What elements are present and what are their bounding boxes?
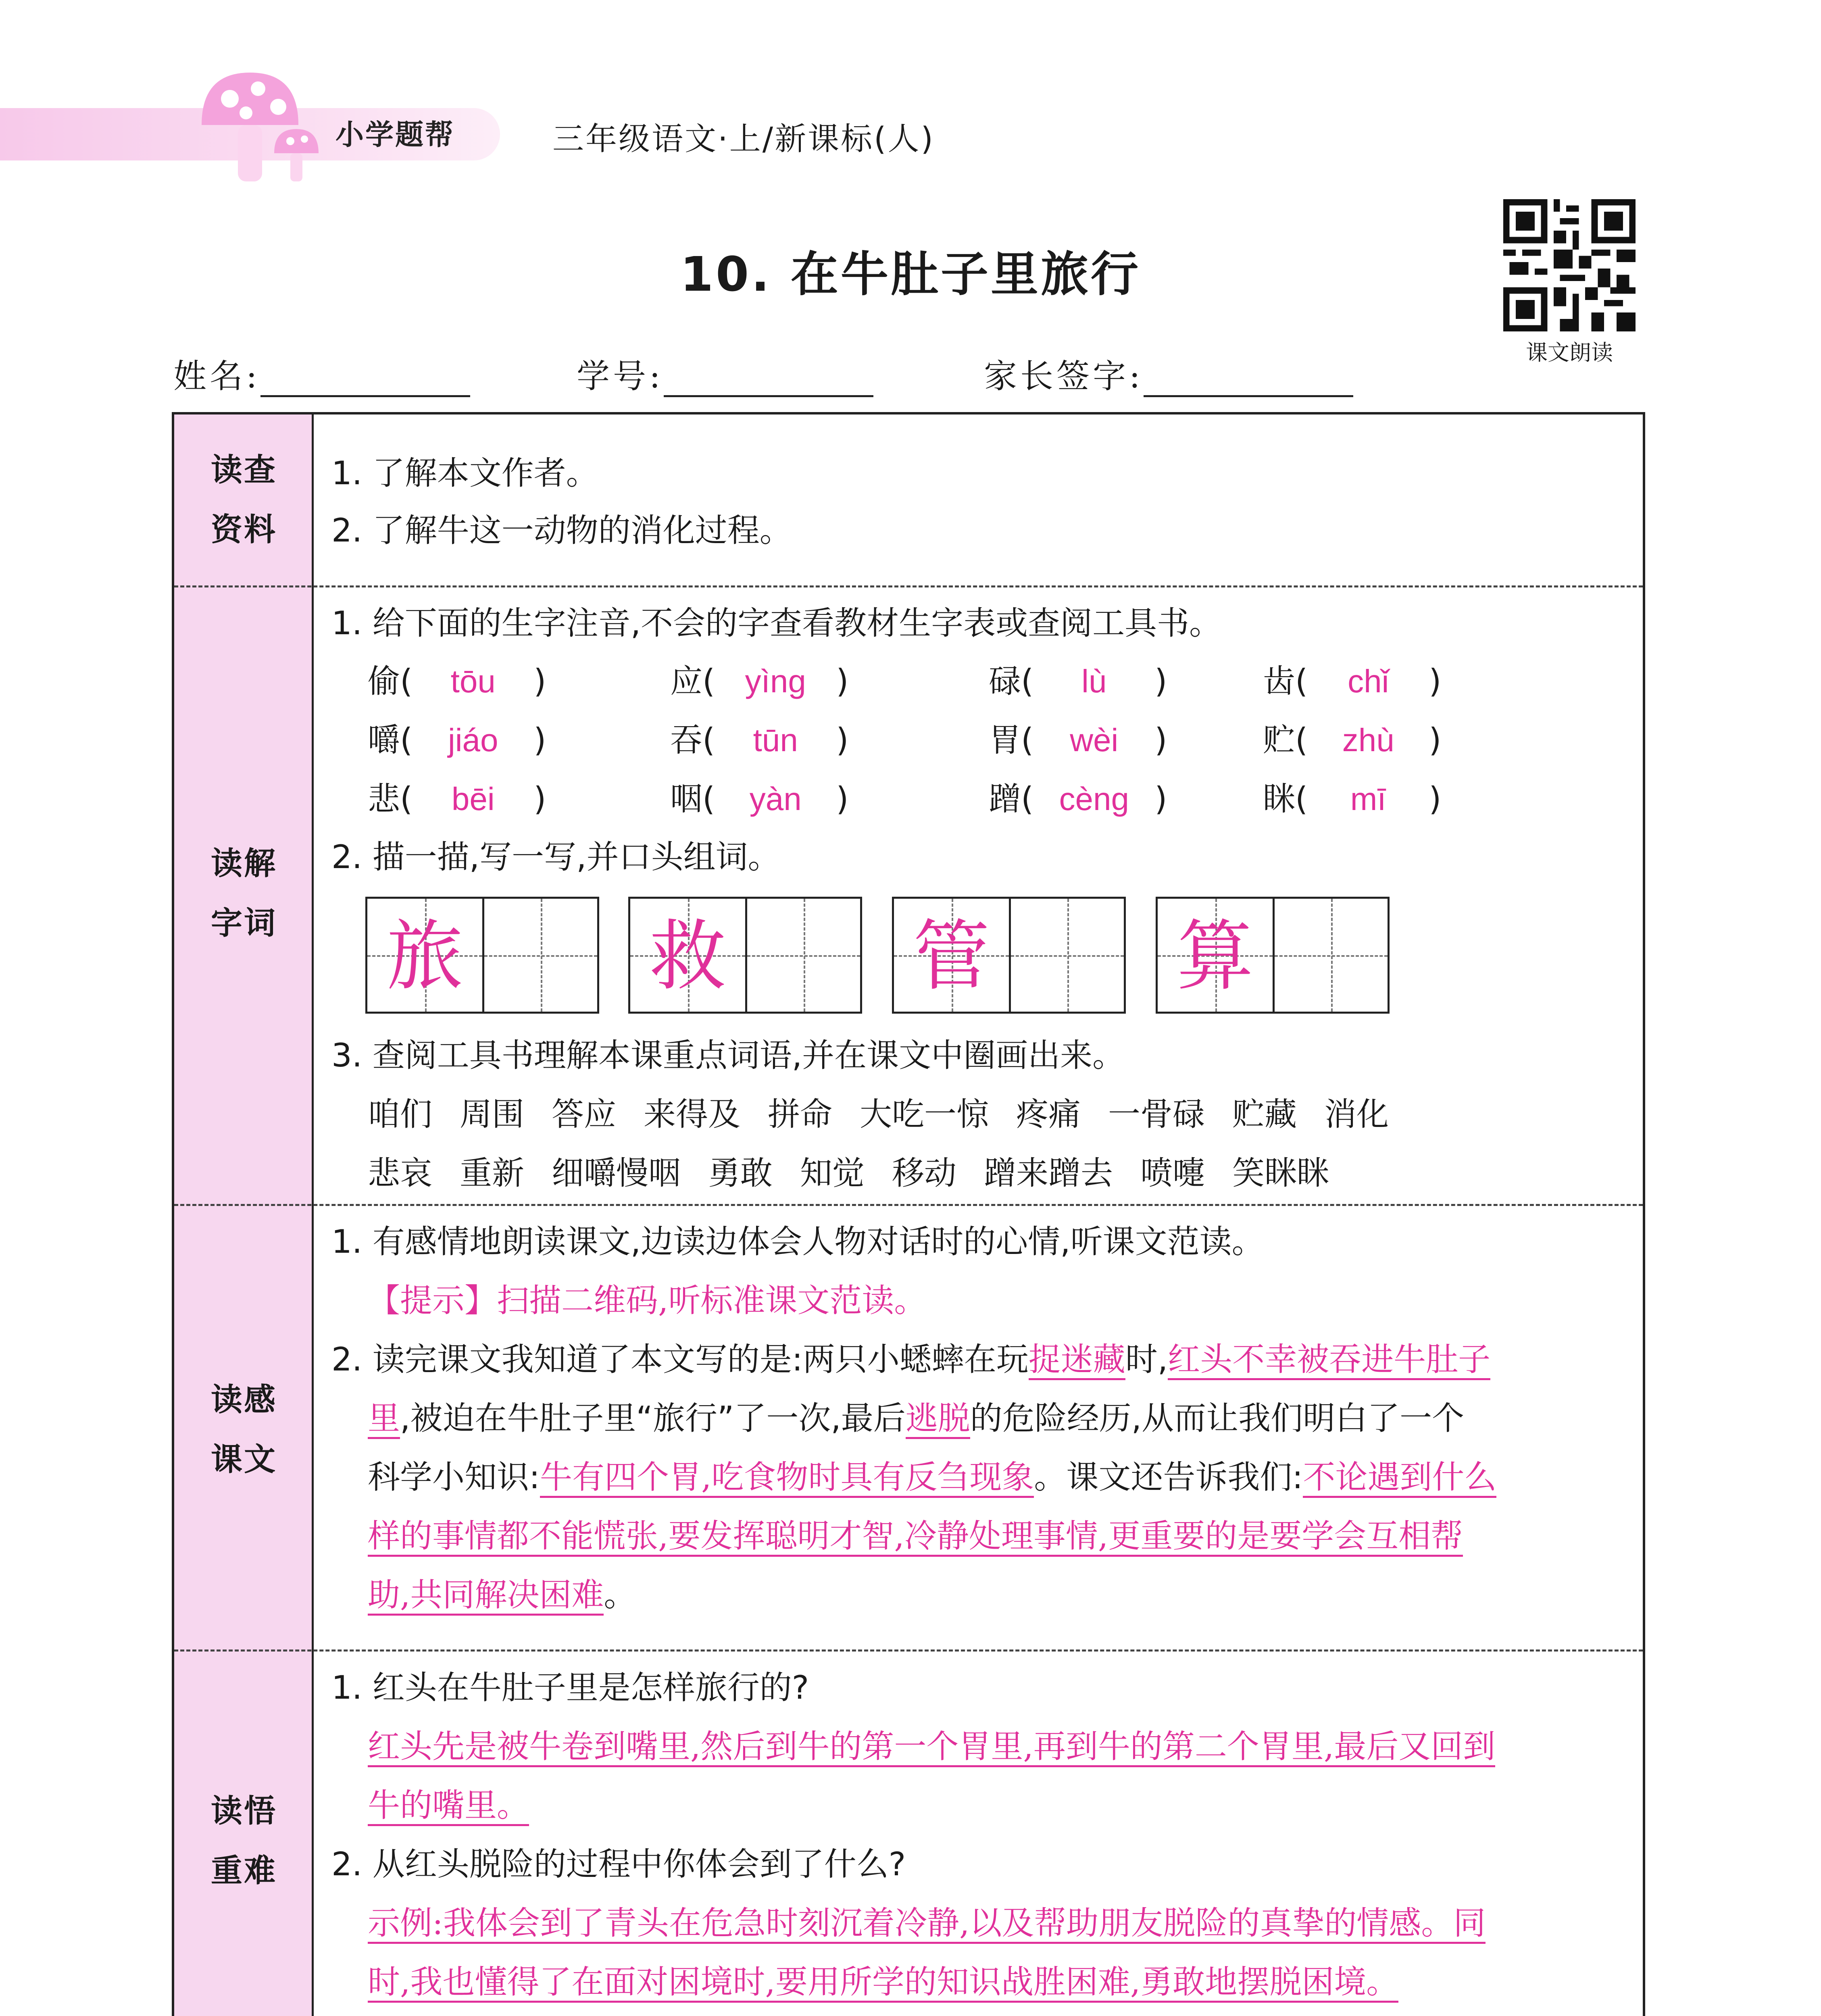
trace-character: 旅 [386, 912, 463, 1001]
pinyin-row: 应( yìng ) [670, 661, 848, 702]
section-label-reading-feel: 读感 课文 [210, 1382, 277, 1478]
page-title: 10. 在牛肚子里旅行 [680, 246, 1141, 302]
s2-question-3: 3. 查阅工具书理解本课重点词语,并在课文中圈画出来。 [331, 1037, 1125, 1074]
s3-question-2-line-3: 科学小知识:牛有四个胃,吃食物时具有反刍现象。课文还告诉我们:不论遇到什么 [368, 1457, 1496, 1497]
s4-question-2: 2. 从红头脱险的过程中你体会到了什么? [331, 1845, 906, 1883]
s4-answer-2-line-2: 时,我也懂得了在面对困境时,要用所学的知识战胜困难,勇敢地摆脱困境。 [368, 1962, 1398, 2002]
pinyin-row: 咽( yàn ) [670, 779, 848, 819]
pinyin-row: 嚼( jiáo ) [368, 720, 546, 760]
section-label-vocabulary: 读解 字词 [210, 846, 277, 941]
s3-question-1: 1. 有感情地朗读课文,边读边体会人物对话时的心情,听课文范读。 [331, 1223, 1264, 1260]
pinyin-row: 眯( mī ) [1263, 779, 1441, 819]
s4-answer-1-line-1: 红头先是被牛卷到嘴里,然后到牛的第一个胃里,再到牛的第二个胃里,最后又回到 [368, 1727, 1495, 1767]
s2-question-2: 2. 描一描,写一写,并口头组词。 [331, 838, 780, 876]
s4-answer-2-line-1: 示例:我体会到了青头在危急时刻沉着冷静,以及帮助朋友脱险的真挚的情感。同 [368, 1903, 1486, 1943]
section-label-key-difficulties: 读悟 重难 [210, 1793, 277, 1889]
student-id-field[interactable]: 学号: [577, 350, 873, 397]
pinyin-row: 胃( wèi ) [989, 720, 1167, 760]
qr-code-icon[interactable] [1503, 199, 1636, 331]
pinyin-row: 悲( bēi ) [368, 779, 546, 819]
section-label-reading-materials: 读查 资料 [210, 452, 277, 548]
pinyin-answer[interactable]: tōu [450, 663, 496, 699]
s3-tip: 【提示】扫描二维码,听标准课文范读。 [368, 1282, 927, 1319]
pinyin-answer[interactable]: tūn [753, 722, 798, 758]
tracing-grid[interactable] [1156, 897, 1390, 1014]
pinyin-answer[interactable]: yìng [745, 663, 806, 699]
s1-item-2: 2. 了解牛这一动物的消化过程。 [331, 512, 792, 549]
section-label-column [174, 414, 314, 2016]
tracing-grid[interactable] [892, 897, 1126, 1014]
trace-character: 管 [913, 912, 990, 1001]
s3-question-2-line-5: 助,共同解决困难。 [368, 1575, 636, 1615]
brand-name: 小学题帮 [335, 118, 455, 151]
key-words-row-2: 悲哀 重新 细嚼慢咽 勇敢 知觉 移动 蹭来蹭去 喷嚏 笑眯眯 [368, 1154, 1329, 1192]
pinyin-answer[interactable]: wèi [1070, 722, 1119, 758]
pinyin-answer[interactable]: zhù [1342, 722, 1394, 758]
trace-character: 救 [649, 912, 726, 1001]
section-divider [174, 1204, 1643, 1206]
mushroom-logo-icon [194, 60, 327, 190]
pinyin-row: 碌( lù ) [989, 661, 1167, 702]
key-words-row-1: 咱们 周围 答应 来得及 拼命 大吃一惊 疼痛 一骨碌 贮藏 消化 [368, 1095, 1389, 1133]
pinyin-answer[interactable]: yàn [749, 781, 802, 817]
trace-character: 算 [1177, 912, 1254, 1001]
study-table [172, 412, 1645, 2016]
s3-question-2-line-1: 2. 读完课文我知道了本文写的是:两只小蟋蟀在玩捉迷藏时,红头不幸被吞进牛肚子 [331, 1339, 1490, 1380]
pinyin-row: 偷( tōu ) [368, 661, 546, 702]
s3-question-2-line-4: 样的事情都不能慌张,要发挥聪明才智,冷静处理事情,更重要的是要学会互相帮 [368, 1516, 1463, 1556]
tracing-grid[interactable] [628, 897, 862, 1014]
name-field[interactable]: 姓名: [173, 350, 470, 397]
s1-item-1: 1. 了解本文作者。 [331, 454, 598, 492]
s3-question-2-line-2: 里,被迫在牛肚子里“旅行”了一次,最后逃脱的危险经历,从而让我们明白了一个 [368, 1398, 1464, 1439]
pinyin-row: 蹭( cèng ) [989, 779, 1167, 819]
pinyin-row: 贮( zhù ) [1263, 720, 1441, 760]
pinyin-answer[interactable]: bēi [451, 781, 495, 817]
s4-question-1: 1. 红头在牛肚子里是怎样旅行的? [331, 1669, 809, 1706]
pinyin-answer[interactable]: cèng [1059, 781, 1129, 817]
pinyin-row: 吞( tūn ) [670, 720, 848, 760]
section-divider [174, 1649, 1643, 1652]
pinyin-row: 齿( chǐ ) [1263, 661, 1441, 702]
tracing-grid[interactable] [365, 897, 599, 1014]
s4-answer-1-line-2: 牛的嘴里。 [368, 1785, 529, 1826]
subject-label: 三年级语文·上/新课标(人) [552, 121, 935, 157]
qr-caption: 课文朗读 [1526, 340, 1613, 365]
pinyin-answer[interactable]: jiáo [448, 722, 498, 758]
section-divider [174, 585, 1643, 587]
pinyin-answer[interactable]: mī [1350, 781, 1386, 817]
s2-question-1: 1. 给下面的生字注音,不会的字查看教材生字表或查阅工具书。 [331, 604, 1222, 642]
pinyin-answer[interactable]: chǐ [1348, 663, 1389, 699]
pinyin-answer[interactable]: lù [1081, 663, 1107, 699]
parent-signature-field[interactable]: 家长签字: [984, 350, 1353, 397]
